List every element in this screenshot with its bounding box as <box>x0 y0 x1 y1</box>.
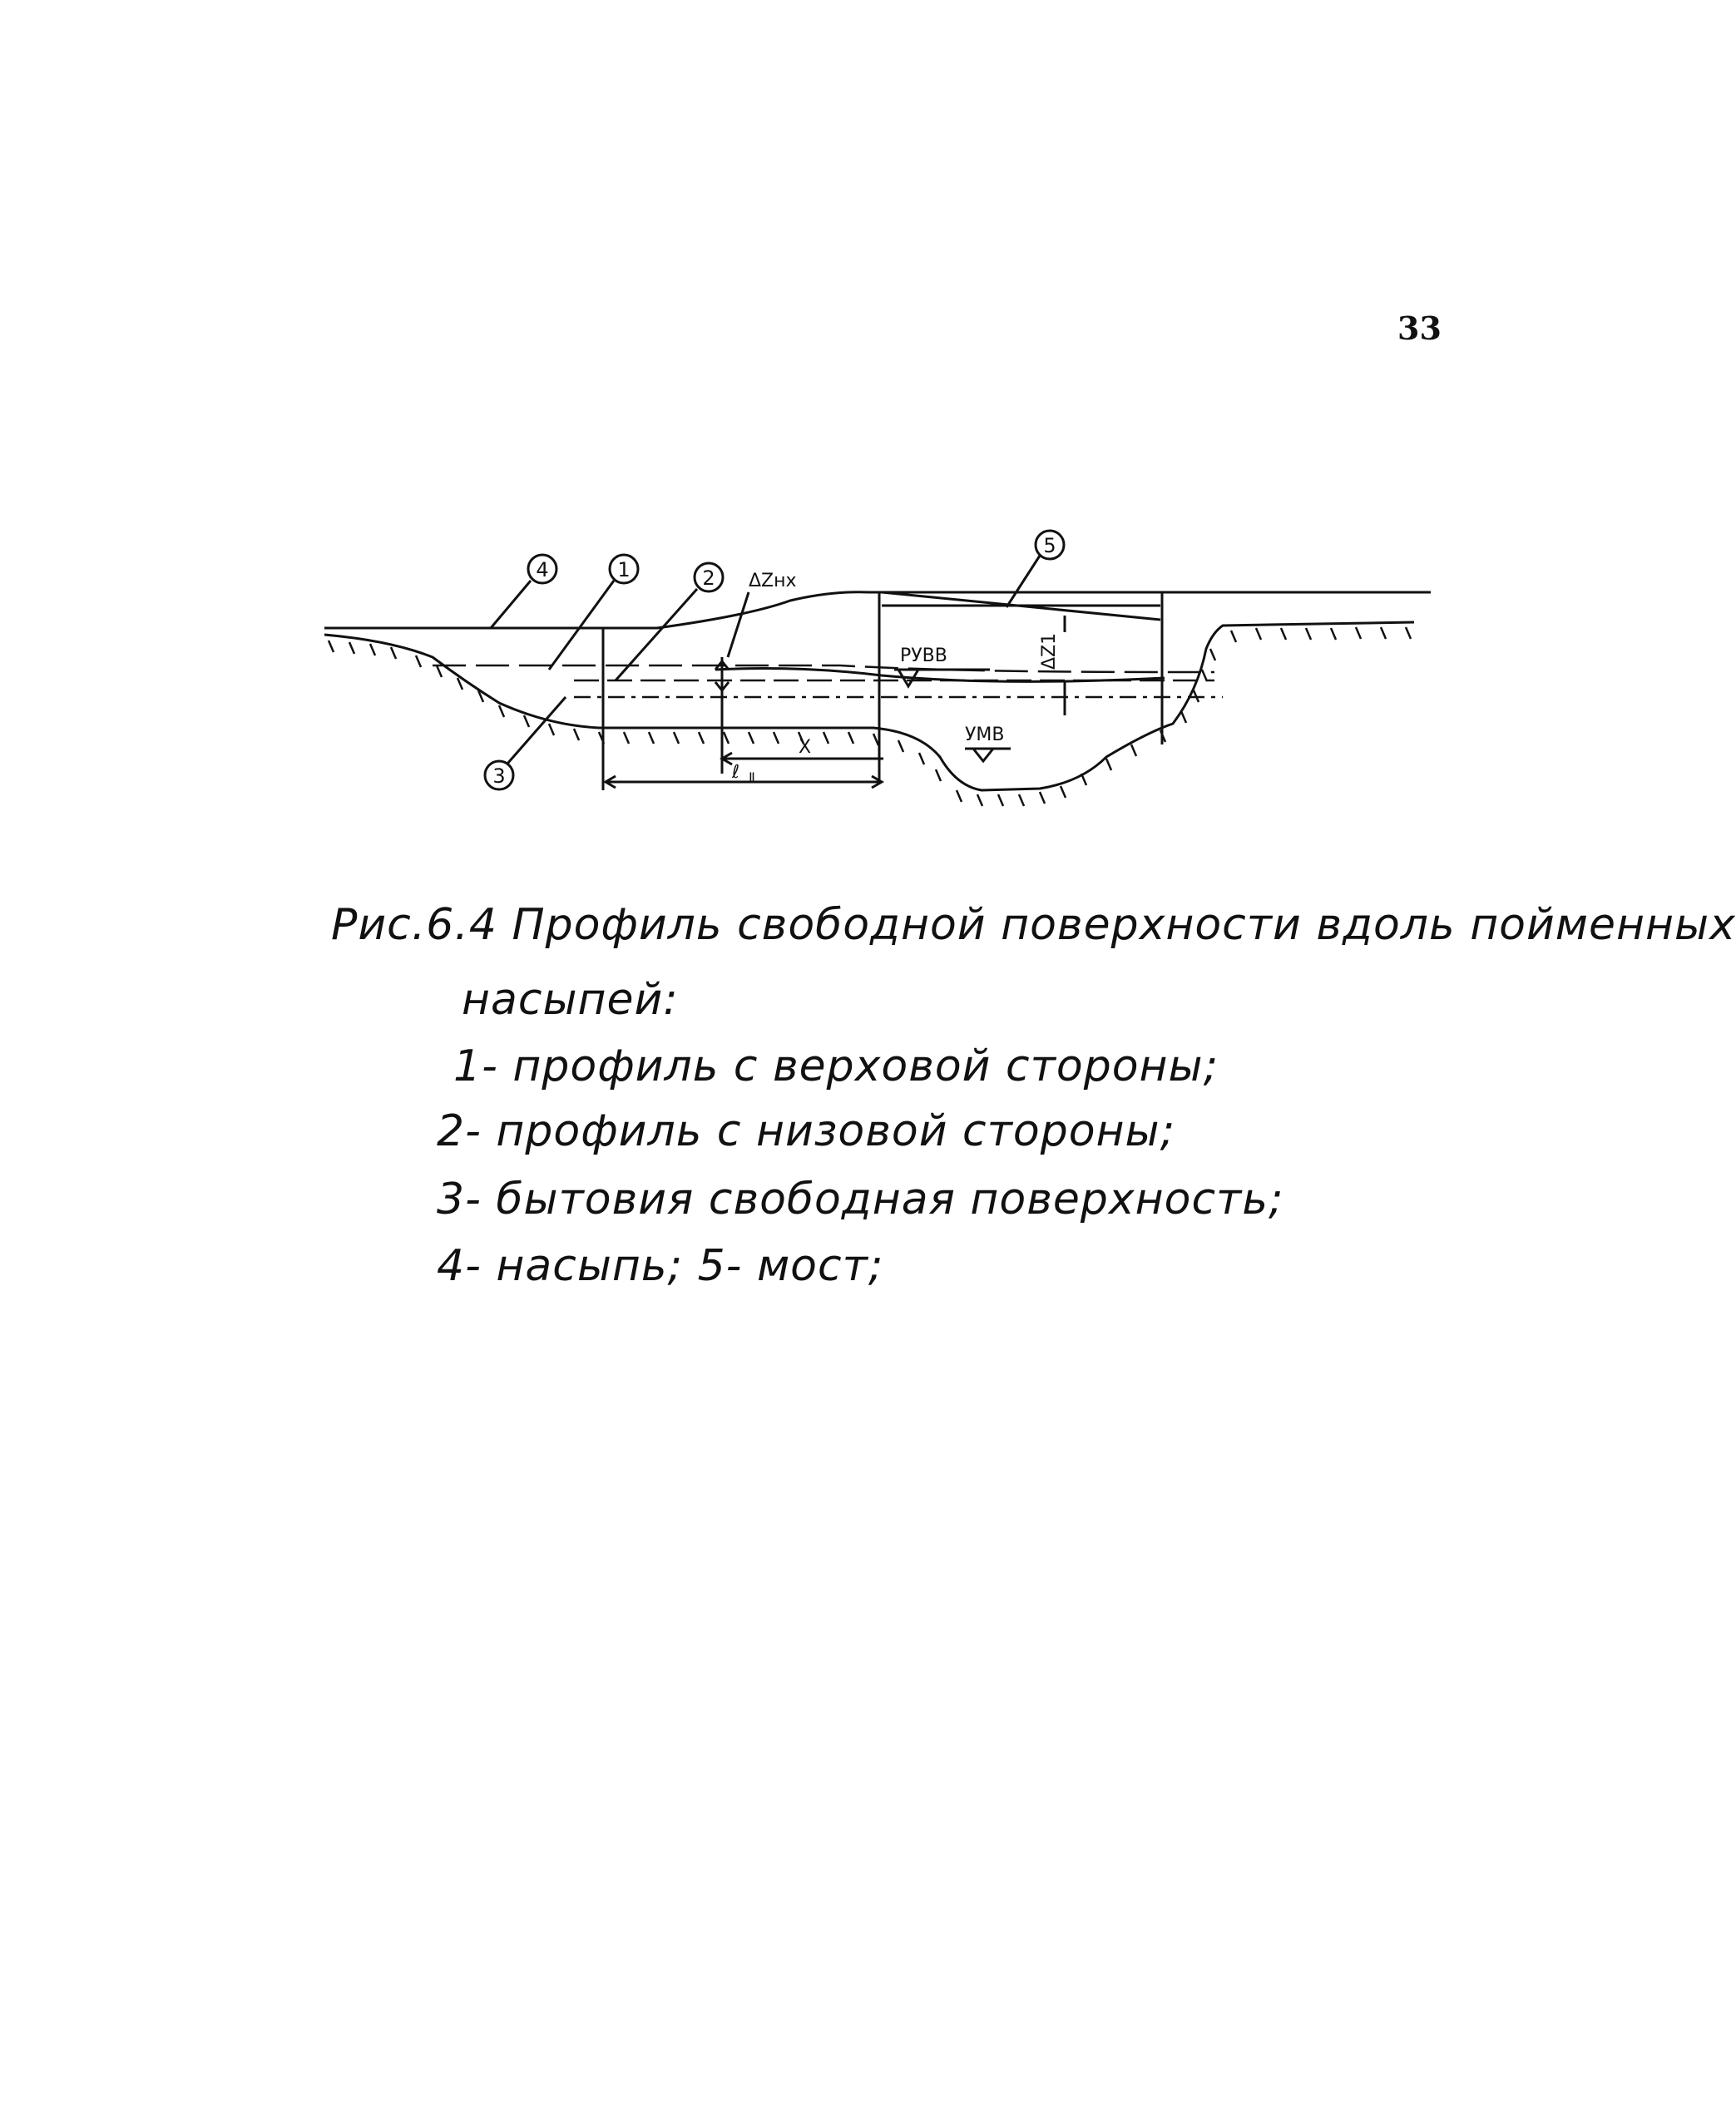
marker-5-label: 5 <box>1043 534 1056 557</box>
river-profile-diagram <box>0 0 1511 882</box>
caption-title-continued: насыпей: <box>462 975 679 1025</box>
dz1-label: ΔZ1 <box>1039 632 1060 670</box>
page-number: 33 <box>1397 309 1442 347</box>
embankment-line <box>324 592 1431 628</box>
ruvv-label: РУВВ <box>900 646 947 666</box>
umv-label: УМВ <box>965 725 1005 745</box>
l-subscript: Ⅱ <box>749 769 755 785</box>
bridge-outline <box>879 592 1162 782</box>
bridge-deck <box>882 592 1160 620</box>
total-dimension <box>606 776 882 788</box>
leader-3 <box>507 697 566 764</box>
umv-marker <box>965 749 1011 761</box>
marker-2-label: 2 <box>702 566 715 590</box>
leader-2 <box>616 589 697 680</box>
marker-3-label: 3 <box>492 764 506 788</box>
leader-4 <box>491 581 531 628</box>
dz-nx-label: ΔZнх <box>749 571 797 591</box>
caption-item-1: 1- профиль с верховой стороны; <box>453 1041 1219 1091</box>
marker-1-label: 1 <box>617 558 631 581</box>
caption-item-2: 2- профиль с низовой стороны; <box>437 1106 1176 1156</box>
leader-dznx <box>728 592 749 657</box>
l-label: ℓ <box>732 762 740 783</box>
leader-5 <box>1006 556 1040 607</box>
caption-title: Рис.6.4 Профиль свободной поверхности вдоль пойменных <box>331 900 1736 950</box>
caption-item-4: 4- насыпь; 5- мост; <box>437 1241 884 1291</box>
caption-item-3: 3- бытовия свободная поверхность; <box>437 1175 1284 1224</box>
dz-nx-arrow <box>715 657 729 732</box>
x-label: X <box>799 737 812 758</box>
marker-4-label: 4 <box>536 558 549 581</box>
